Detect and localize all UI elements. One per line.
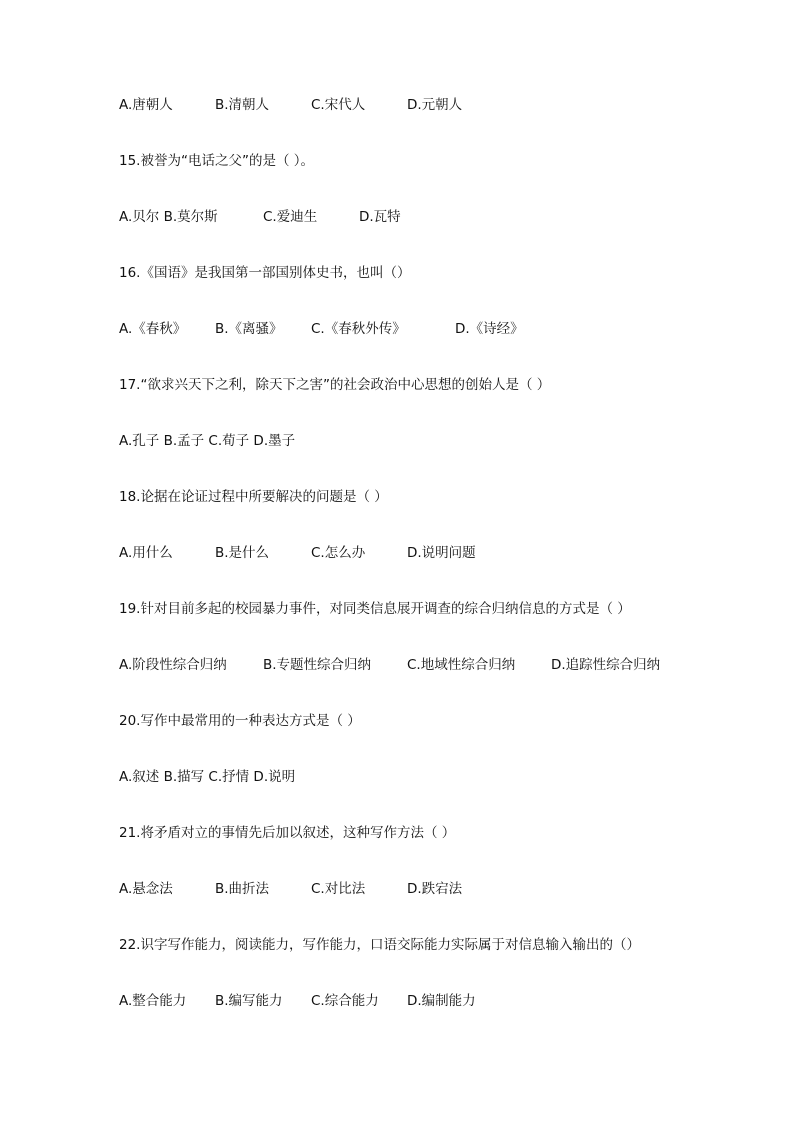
q16-option-a: A.《春秋》 [119,321,187,337]
q18-option-c: C.怎么办 [311,545,366,561]
q14-option-b: B.清朝人 [215,97,270,113]
q19-option-b: B.专题性综合归纳 [263,657,372,673]
q19-option-c: C.地域性综合归纳 [407,657,516,673]
q19-question: 19.针对目前多起的校园暴力事件，对同类信息展开调查的综合归纳信息的方式是（ ） [119,601,631,617]
q16-option-d: D.《诗经》 [455,321,524,337]
q18-option-a: A.用什么 [119,545,173,561]
q14-option-a: A.唐朝人 [119,97,173,113]
q15-option-c: C.爱迪生 [263,209,318,225]
q16-question: 16.《国语》是我国第一部国别体史书，也叫（） [119,265,411,281]
q16-option-b: B.《离骚》 [215,321,283,337]
q18-option-b: B.是什么 [215,545,270,561]
q22-option-d: D.编制能力 [407,993,476,1009]
q21-question: 21.将矛盾对立的事情先后加以叙述，这种写作方法（ ） [119,825,456,841]
q20-question: 20.写作中最常用的一种表达方式是（ ） [119,713,361,729]
q15-option-ab: A.贝尔 B.莫尔斯 [119,209,218,225]
q21-option-c: C.对比法 [311,881,366,897]
q17-question: 17.“欲求兴天下之利，除天下之害”的社会政治中心思想的创始人是（ ） [119,377,551,393]
q15-option-d: D.瓦特 [359,209,401,225]
q22-option-b: B.编写能力 [215,993,283,1009]
q19-option-d: D.追踪性综合归纳 [551,657,661,673]
q20-options: A.叙述 B.描写 C.抒情 D.说明 [119,769,296,785]
q21-option-b: B.曲折法 [215,881,270,897]
q18-question: 18.论据在论证过程中所要解决的问题是（ ） [119,489,388,505]
q14-option-c: C.宋代人 [311,97,366,113]
q18-option-d: D.说明问题 [407,545,476,561]
q17-options: A.孔子 B.孟子 C.荀子 D.墨子 [119,433,296,449]
q16-option-c: C.《春秋外传》 [311,321,406,337]
q21-option-a: A.悬念法 [119,881,173,897]
q22-question: 22.识字写作能力，阅读能力，写作能力，口语交际能力实际属于对信息输入输出的（） [119,937,640,953]
q22-option-c: C.综合能力 [311,993,379,1009]
q21-option-d: D.跌宕法 [407,881,463,897]
q19-option-a: A.阶段性综合归纳 [119,657,227,673]
q15-question: 15.被誉为“电话之父”的是（ ）。 [119,153,314,169]
q22-option-a: A.整合能力 [119,993,187,1009]
q14-option-d: D.元朝人 [407,97,463,113]
